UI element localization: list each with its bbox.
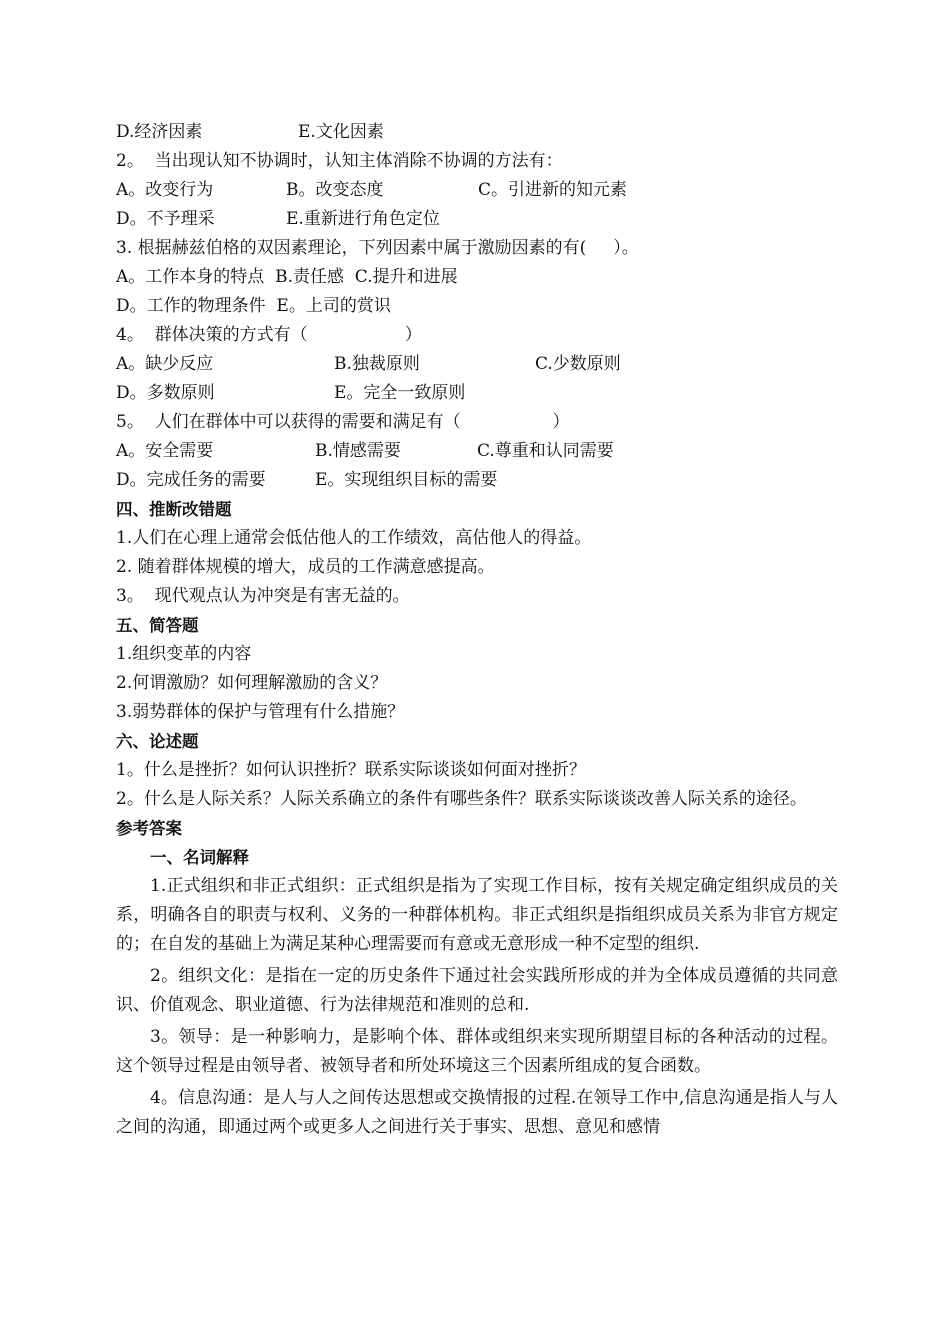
section4-heading: 四、推断改错题 <box>116 500 232 519</box>
section5-item: 1.组织变革的内容 <box>116 644 252 664</box>
q2-options-row2 <box>116 205 838 234</box>
section6-heading: 六、论述题 <box>116 732 199 751</box>
q5-options-row2 <box>116 466 838 495</box>
section4-item: 2. 随着群体规模的增大，成员的工作满意感提高。 <box>116 557 495 577</box>
q5-stem: 5。 人们在群体中可以获得的需要和满足有（ ） <box>116 412 570 432</box>
section4-item: 1.人们在心理上通常会低估他人的工作绩效，高估他人的得益。 <box>116 528 592 548</box>
q4-options-row1 <box>116 350 838 379</box>
q1-options-row <box>116 118 838 147</box>
answer-paragraph: 1.正式组织和非正式组织：正式组织是指为了实现工作目标，按有关规定确定组织成员的关系，明确各自的职责与权利、义务的一种群体机构。非正式组织是指组织成员关系为非官方规定的；在自发的基础上为满足某种心理需要而有意或无意形成一种不定型的组织. <box>116 876 838 954</box>
q3-stem: 3. 根据赫兹伯格的双因素理论，下列因素中属于激励因素的有( ）。 <box>116 238 639 258</box>
q1-option-e: E.文化因素 <box>298 122 384 142</box>
q2-option-e: E.重新进行角色定位 <box>286 209 440 229</box>
q4-option-c: C.少数原则 <box>535 354 621 374</box>
q5-option-e: E。实现组织目标的需要 <box>315 470 498 490</box>
q1-option-d: D.经济因素 <box>116 122 203 142</box>
q2-option-d: D。不予理采 <box>116 209 215 229</box>
document-page <box>116 118 838 1142</box>
q2-stem: 2。 当出现认知不协调时，认知主体消除不协调的方法有： <box>116 151 563 171</box>
q4-option-a: A。缺少反应 <box>116 354 214 374</box>
q4-stem: 4。 群体决策的方式有（ ） <box>116 325 422 345</box>
section5-heading: 五、简答题 <box>116 616 199 635</box>
q5-options-row1 <box>116 437 838 466</box>
q4-option-d: D。多数原则 <box>116 383 215 403</box>
q3-options-row1: A。工作本身的特点 B.责任感 C.提升和进展 <box>116 267 458 287</box>
section6-item: 1。什么是挫折？如何认识挫折？联系实际谈谈如何面对挫折？ <box>116 760 586 780</box>
q2-option-b: B。改变态度 <box>286 180 384 200</box>
q3-options-row2: D。工作的物理条件 E。上司的赏识 <box>116 296 391 316</box>
q4-option-b: B.独裁原则 <box>334 354 420 374</box>
q4-option-e: E。完全一致原则 <box>334 383 466 403</box>
answer-paragraph: 2。组织文化：是指在一定的历史条件下通过社会实践所形成的并为全体成员遵循的共同意识、价值观念、职业道德、行为法律规范和准则的总和. <box>116 966 838 1015</box>
answer-paragraph: 4。信息沟通：是人与人之间传达思想或交换情报的过程.在领导工作中,信息沟通是指人与人之间的沟通，即通过两个或更多人之间进行关于事实、思想、意见和感情 <box>116 1088 838 1137</box>
answer-paragraph: 3。领导：是一种影响力，是影响个体、群体或组织来实现所期望目标的各种活动的过程。这个领导过程是由领导者、被领导者和所处环境这三个因素所组成的复合函数。 <box>116 1027 838 1076</box>
answers-subheading: 一、名词解释 <box>150 848 249 867</box>
section5-item: 2.何谓激励？如何理解激励的含义？ <box>116 673 388 693</box>
q5-option-b: B.情感需要 <box>315 441 401 461</box>
q4-options-row2 <box>116 379 838 408</box>
q5-option-a: A。安全需要 <box>116 441 214 461</box>
q2-option-a: A。改变行为 <box>116 180 214 200</box>
q5-option-c: C.尊重和认同需要 <box>477 441 614 461</box>
q2-options-row1 <box>116 176 838 205</box>
section4-item: 3。 现代观点认为冲突是有害无益的。 <box>116 586 410 606</box>
q2-option-c: C。引进新的知元素 <box>478 180 628 200</box>
section6-item: 2。什么是人际关系？人际关系确立的条件有哪些条件？联系实际谈谈改善人际关系的途径。 <box>116 789 807 809</box>
q5-option-d: D。完成任务的需要 <box>116 470 266 490</box>
section5-item: 3.弱势群体的保护与管理有什么措施？ <box>116 702 405 722</box>
answers-heading: 参考答案 <box>116 819 182 838</box>
